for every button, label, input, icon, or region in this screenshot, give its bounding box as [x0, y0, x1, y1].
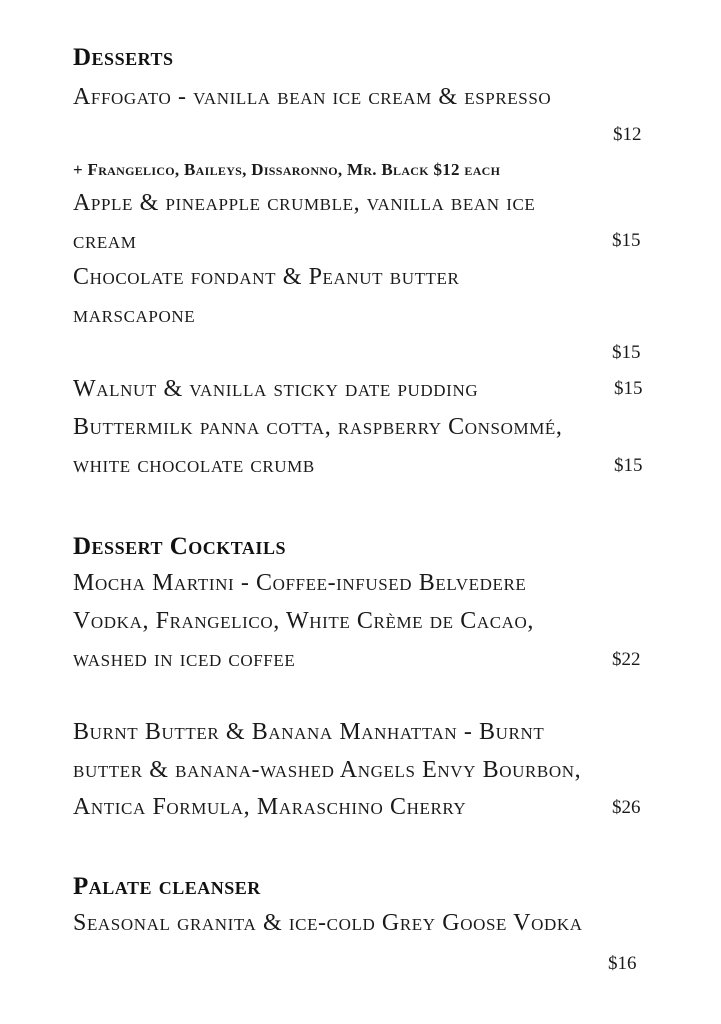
menu-item-mocha-martini-cont2: washed in iced coffee: [73, 646, 296, 672]
menu-item-granita: Seasonal granita & ice-cold Grey Goose Vodka: [73, 910, 583, 936]
menu-addon-liqueurs: + Frangelico, Baileys, Dissaronno, Mr. Black $12 each: [73, 160, 501, 179]
menu-item-mocha-martini: Mocha Martini - Coffee-infused Belvedere: [73, 570, 527, 596]
price-panna-cotta: $15: [614, 455, 643, 476]
menu-item-apple-crumble: Apple & pineapple crumble, vanilla bean ice: [73, 190, 536, 216]
price-apple-crumble: $15: [612, 230, 641, 251]
price-chocolate-fondant: $15: [612, 342, 641, 363]
menu-item-affogato: Affogato - vanilla bean ice cream & espresso: [73, 84, 552, 110]
price-mocha-martini: $22: [612, 649, 641, 670]
section-heading-palate-cleanser: Palate cleanser: [73, 873, 261, 900]
price-affogato: $12: [613, 124, 642, 145]
menu-item-panna-cotta-cont: white chocolate crumb: [73, 452, 315, 478]
menu-item-manhattan-cont2: Antica Formula, Maraschino Cherry: [73, 794, 467, 820]
price-manhattan: $26: [612, 797, 641, 818]
menu-item-sticky-date: Walnut & vanilla sticky date pudding: [73, 376, 479, 402]
menu-item-chocolate-fondant: Chocolate fondant & Peanut butter: [73, 264, 460, 290]
menu-item-apple-crumble-cont: cream: [73, 228, 137, 254]
menu-item-manhattan-cont1: butter & banana-washed Angels Envy Bourbon,: [73, 757, 582, 783]
menu-item-manhattan: Burnt Butter & Banana Manhattan - Burnt: [73, 719, 545, 745]
menu-item-chocolate-fondant-cont: marscapone: [73, 302, 196, 328]
price-granita: $16: [608, 953, 637, 974]
section-heading-dessert-cocktails: Dessert Cocktails: [73, 533, 286, 560]
menu-item-mocha-martini-cont1: Vodka, Frangelico, White Crème de Cacao,: [73, 608, 534, 634]
section-heading-desserts: Desserts: [73, 44, 174, 71]
price-sticky-date: $15: [614, 378, 643, 399]
menu-item-panna-cotta: Buttermilk panna cotta, raspberry Consommé,: [73, 414, 563, 440]
